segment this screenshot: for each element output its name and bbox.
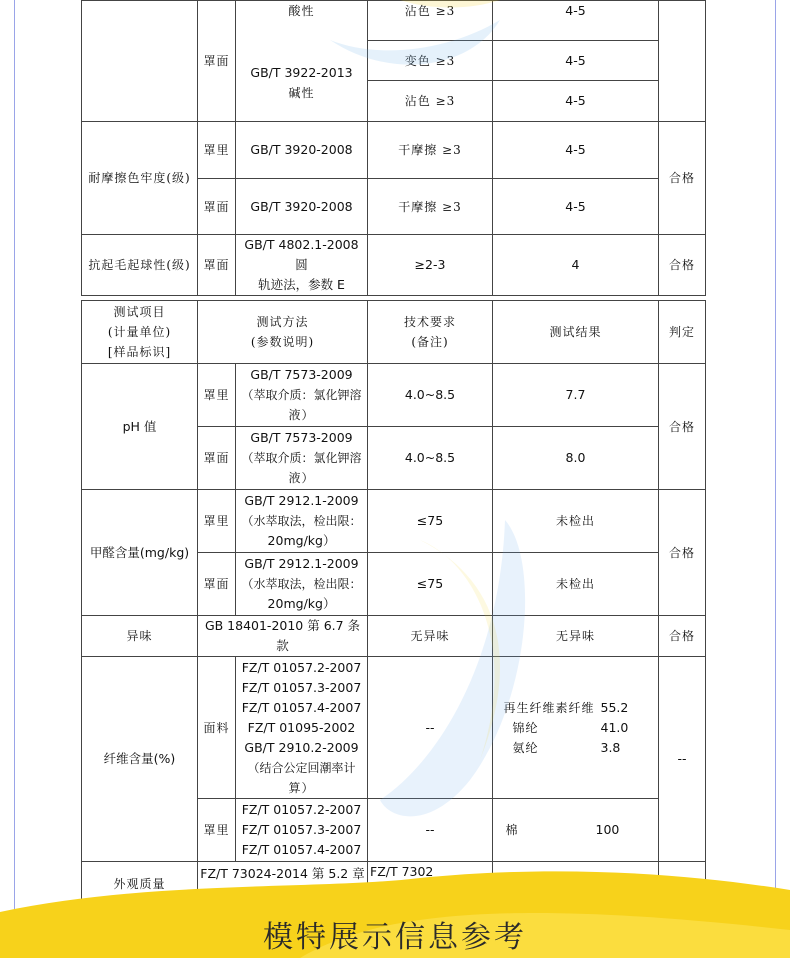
fiber-value: 3.8 <box>600 739 621 755</box>
method-cell <box>236 490 368 553</box>
item-cell-formaldehyde: 甲醛含量(mg/kg) <box>82 490 198 616</box>
part-cell: 罩里 <box>198 490 236 553</box>
result-cell: 未检出 <box>493 553 659 616</box>
part-cell: 罩面 <box>198 553 236 616</box>
part-cell: 面料 <box>198 657 236 799</box>
frame-left-border <box>14 0 15 958</box>
method-line: FZ/T 01057.2-2007 <box>241 659 362 675</box>
part-cell: 罩里 <box>198 122 236 179</box>
method-line: GB/T 2912.1-2009 <box>244 556 359 571</box>
item-cell-odor: 异味 <box>82 616 198 657</box>
method-line: 20mg/kg） <box>267 596 336 611</box>
method-standard: GB/T 3922-2013 <box>250 65 353 80</box>
item-cell-appearance: 外观质量 <box>82 862 198 906</box>
requirement-cell: 无异味 <box>368 616 493 657</box>
result-cell: 4-5 <box>493 122 659 179</box>
item-cell: 耐摩擦色牢度(级) <box>82 122 198 235</box>
method-cell <box>236 364 368 427</box>
method-line: FZ/T 01057.3-2007 <box>241 822 362 837</box>
method-cell <box>236 235 368 296</box>
method-line: 轨迹法，参数 E <box>258 277 345 292</box>
method-line: 液） <box>288 471 315 485</box>
requirement-cell: ≥2-3 <box>368 235 493 296</box>
requirement-cell: -- <box>368 657 493 799</box>
result-cell: 8.0 <box>493 427 659 490</box>
header-line: 测试项目 <box>113 305 166 319</box>
method-line: FZ/T 01095-2002 <box>247 719 356 735</box>
method-line: （萃取介质：氯化钾溶 <box>241 451 362 465</box>
method-line: GB/T 2912.1-2009 <box>244 493 359 508</box>
method-line: GB/T 7573-2009 <box>250 367 353 382</box>
method-line: FZ/T 01057.2-2007 <box>241 802 362 817</box>
method-line: FZ/T 01057.3-2007 <box>241 679 362 695</box>
header-line: (备注) <box>411 335 449 349</box>
fiber-name: 氨纶 <box>512 740 539 755</box>
header-requirement <box>368 301 493 364</box>
result-cell <box>493 657 659 799</box>
method-line: FZ/T 73024-2014 第 5.2 章 <box>200 865 365 881</box>
result-cell: 4-5 <box>493 41 659 81</box>
part-cell: 罩里 <box>198 799 236 862</box>
method-line: 算） <box>288 780 315 795</box>
item-cell: 抗起毛起球性(级) <box>82 235 198 296</box>
frame-right-border <box>775 0 776 958</box>
requirement-cell: FZ/T 7302 <box>368 862 493 906</box>
result-cell: 未检出 <box>493 490 659 553</box>
fiber-value: 55.2 <box>600 699 629 715</box>
requirement-cell: 变色 ≥3 <box>368 41 493 81</box>
item-cell-ph: pH 值 <box>82 364 198 490</box>
header-line: (计量单位) <box>107 325 172 339</box>
judge-cell: 合格 <box>659 616 706 657</box>
judge-cell: 合格 <box>659 490 706 616</box>
item-cell-fiber: 纤维含量(%) <box>82 657 198 862</box>
judge-cell: 合格 <box>659 364 706 490</box>
method-line: 20mg/kg） <box>267 533 336 548</box>
method-line: GB/T 4802.1-2008 圆 <box>244 237 359 272</box>
header-result: 测试结果 <box>493 301 659 364</box>
requirement-cell: 干摩擦 ≥3 <box>368 122 493 179</box>
method-line: GB/T 2910.2-2009 <box>244 739 359 755</box>
requirement-cell: 沾色 ≥3 <box>368 81 493 122</box>
header-line: (参数说明) <box>250 335 315 349</box>
judge-cell: -- <box>659 657 706 862</box>
header-line: 技术要求 <box>403 315 456 329</box>
header-method <box>198 301 368 364</box>
header-judge: 判定 <box>659 301 706 364</box>
method-alkaline: 碱性 <box>288 86 315 100</box>
method-line: GB/T 7573-2009 <box>250 430 353 445</box>
part-cell: 罩面 <box>198 179 236 235</box>
part-cell: 罩面 <box>198 235 236 296</box>
fiber-name: 棉 <box>505 823 519 837</box>
method-line: FZ/T 01057.4-2007 <box>241 699 362 715</box>
result-cell: 4-5 <box>493 179 659 235</box>
method-line: （萃取介质：氯化钾溶 <box>241 388 362 402</box>
part-cell: 罩面 <box>198 1 236 122</box>
result-cell: 4-5 <box>493 81 659 122</box>
judge-cell-empty <box>659 1 706 122</box>
requirement-cell: 沾色 ≥3 <box>368 1 493 41</box>
result-cell: 4 <box>493 235 659 296</box>
fiber-name: 锦纶 <box>512 720 539 735</box>
method-cell <box>236 1 368 122</box>
result-cell <box>493 799 659 862</box>
test-results-table <box>81 300 706 906</box>
method-cell: GB 18401-2010 第 6.7 条款 <box>198 616 368 657</box>
method-cell <box>236 553 368 616</box>
requirement-cell: 4.0~8.5 <box>368 427 493 490</box>
method-cell <box>236 657 368 799</box>
result-cell: 4-5 <box>493 1 659 41</box>
method-line: FZ/T 01057.4-2007 <box>241 842 362 857</box>
part-cell: 罩里 <box>198 364 236 427</box>
requirement-cell: ≤75 <box>368 490 493 553</box>
footer-banner-title: 模特展示信息参考 <box>263 920 527 955</box>
header-line: 测试方法 <box>256 315 309 329</box>
method-line: （结合公定回潮率计 <box>247 760 356 775</box>
header-line: [样品标识] <box>107 345 172 359</box>
method-line: 液） <box>288 408 315 422</box>
fiber-value: 41.0 <box>600 719 629 735</box>
item-cell-empty <box>82 1 198 122</box>
requirement-cell: 干摩擦 ≥3 <box>368 179 493 235</box>
judge-cell: 合格 <box>659 122 706 235</box>
part-cell: 罩面 <box>198 427 236 490</box>
judge-cell: 合格 <box>659 235 706 296</box>
requirement-cell: 4.0~8.5 <box>368 364 493 427</box>
method-cell: GB/T 3920-2008 <box>236 122 368 179</box>
method-cell <box>236 799 368 862</box>
fastness-table <box>81 0 706 296</box>
fiber-value: 100 <box>595 822 620 837</box>
method-line: （水萃取法，检出限： <box>241 577 362 591</box>
requirement-cell: -- <box>368 799 493 862</box>
method-cell: GB/T 3920-2008 <box>236 179 368 235</box>
result-cell: 无异味 <box>493 616 659 657</box>
method-acid: 酸性 <box>288 4 315 18</box>
method-line: （水萃取法，检出限： <box>241 514 362 528</box>
header-item <box>82 301 198 364</box>
fiber-name: 再生纤维素纤维 <box>503 700 595 715</box>
requirement-cell: ≤75 <box>368 553 493 616</box>
method-cell <box>236 427 368 490</box>
result-cell: 7.7 <box>493 364 659 427</box>
